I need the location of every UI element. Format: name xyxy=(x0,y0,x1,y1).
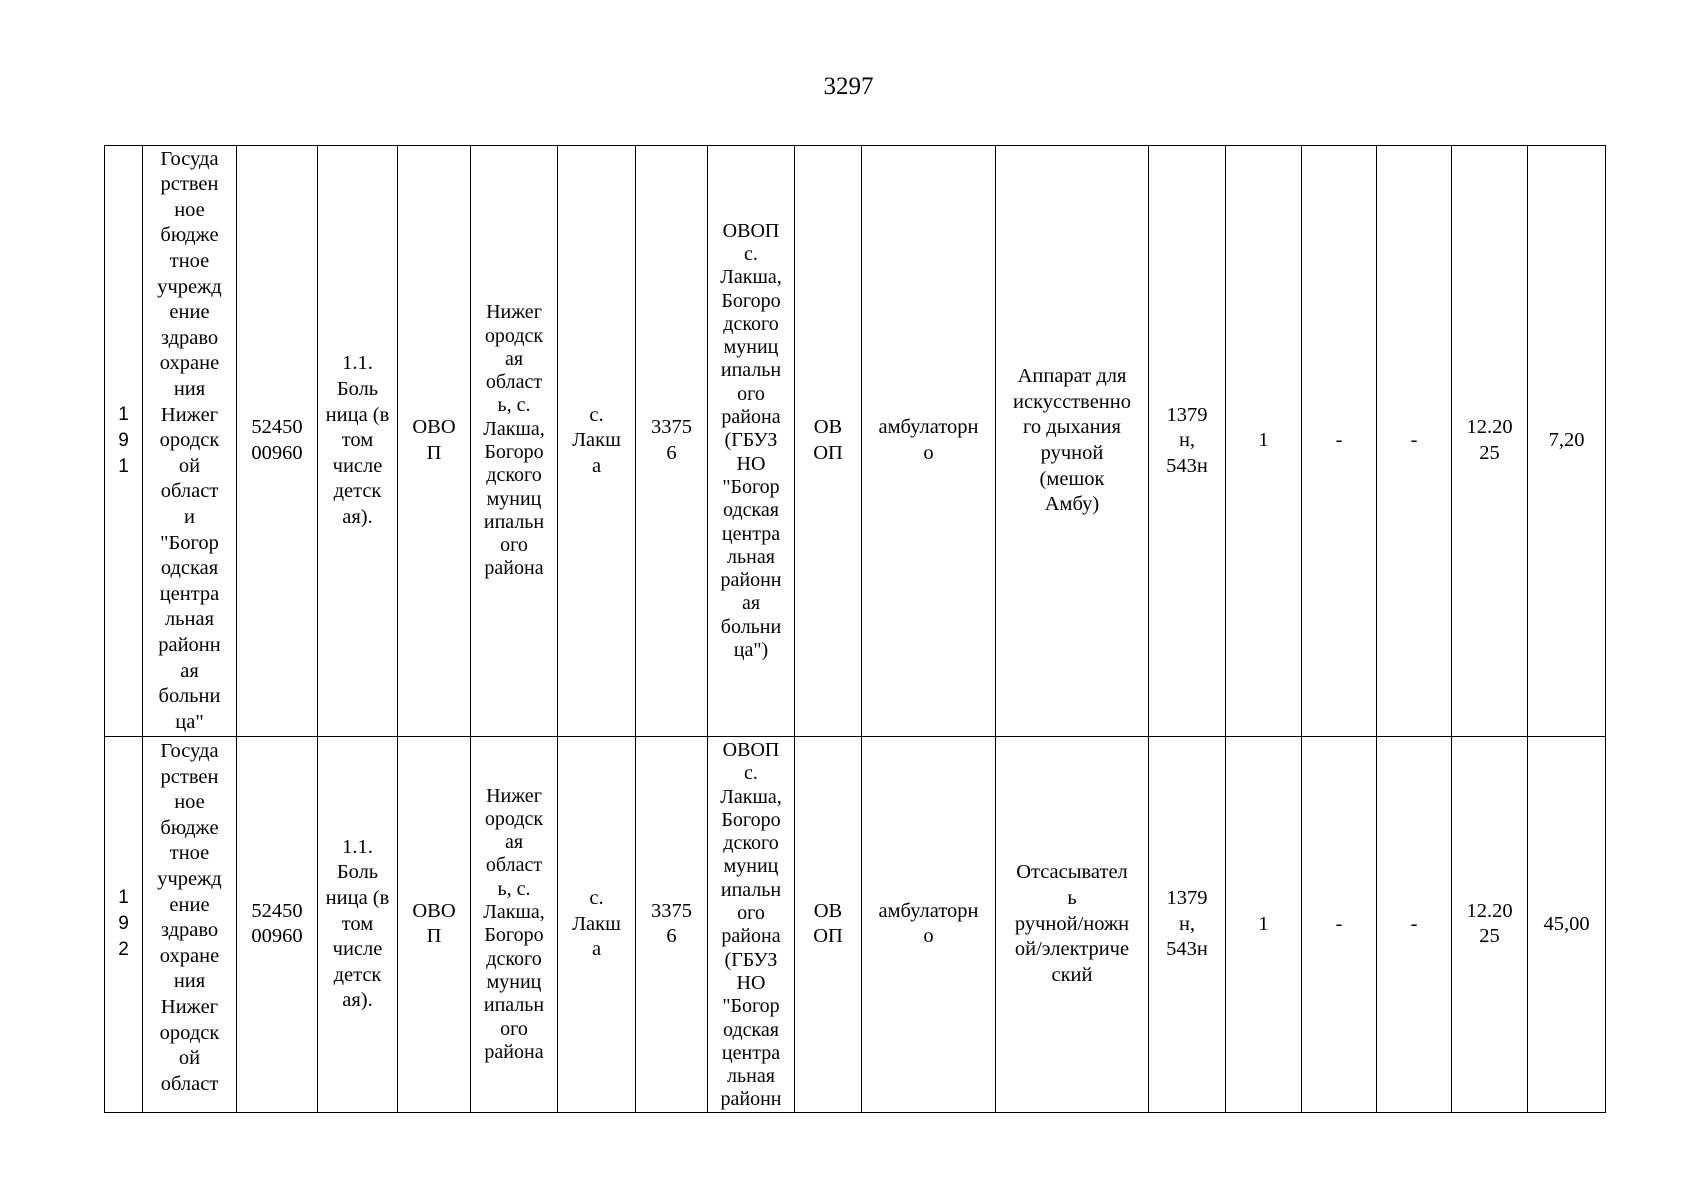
cell-line: тное xyxy=(169,842,210,865)
cell-line: ого xyxy=(500,1017,528,1040)
cell-line: ное xyxy=(174,791,205,814)
cell-line: ОП xyxy=(813,925,843,948)
cell-line: числе xyxy=(332,454,383,477)
cell-line: ь, с. xyxy=(497,394,531,417)
cell-line: Аппарат для xyxy=(1017,365,1127,388)
cell-org xyxy=(143,737,237,1113)
cell-line: бюдже xyxy=(160,224,219,247)
cell-line: "Богор xyxy=(722,995,780,1018)
cell-line: Богоро xyxy=(484,924,544,947)
cell-line: о xyxy=(923,925,934,948)
cell-line: "Богор xyxy=(160,531,219,554)
cell-quantity xyxy=(1226,737,1302,1113)
page-number: 3297 xyxy=(823,73,874,100)
cell-line: ой/электриче xyxy=(1014,938,1130,961)
cell-line: ая). xyxy=(342,505,373,528)
cell-line: ородск xyxy=(159,1021,220,1044)
cell-line: охране xyxy=(159,944,220,967)
cell-line: - xyxy=(1410,912,1418,935)
cell-line: Нижег xyxy=(160,403,219,426)
cell-equipment xyxy=(996,146,1149,737)
cell-line: Лакша, xyxy=(483,417,545,440)
cell-line: числе xyxy=(332,938,383,961)
cell-line: ородск xyxy=(159,429,220,452)
cell-line: ородск xyxy=(484,324,544,347)
cell-line: ОВО xyxy=(412,899,456,922)
cell-line: 1 xyxy=(118,456,129,477)
cell-line: том xyxy=(341,429,374,452)
cell-order xyxy=(1149,737,1226,1113)
cell-line: больни xyxy=(720,615,782,638)
cell-line: районн xyxy=(158,633,221,656)
cell-region xyxy=(471,737,558,1113)
cell-line: ородск xyxy=(484,807,544,830)
cell-line: учрежд xyxy=(157,867,222,890)
cell-line: ручной xyxy=(1040,442,1104,464)
table-body xyxy=(105,146,1606,1113)
cell-line: ение xyxy=(169,301,210,324)
cell-line: П xyxy=(426,925,442,948)
cell-line: 3375 xyxy=(651,416,692,439)
cell-line: 1 xyxy=(118,404,129,425)
cell-line: детск xyxy=(333,480,382,503)
cell-line: (мешок xyxy=(1039,467,1105,490)
cell-line: здраво xyxy=(160,326,219,349)
cell-line: ца") xyxy=(733,639,769,662)
cell-line: дского xyxy=(723,832,779,855)
cell-line: 1 xyxy=(1258,429,1269,452)
cell-department xyxy=(708,737,795,1113)
cell-line: рствен xyxy=(160,765,219,788)
cell-line: (ГБУЗ xyxy=(724,429,778,452)
cell-line: ОВО xyxy=(412,416,456,439)
cell-line: ипальн xyxy=(483,510,545,533)
cell-line: област xyxy=(485,854,543,877)
cell-line: 1 xyxy=(1258,912,1269,935)
cell-line: а xyxy=(591,454,602,477)
cell-line: ого xyxy=(737,902,765,925)
cell-line: том xyxy=(341,912,374,935)
cell-line: Богоро xyxy=(721,289,781,312)
cell-line: - xyxy=(1335,912,1343,935)
cell-line: муниц xyxy=(486,970,542,993)
cell-line: 1 xyxy=(118,887,129,909)
cell-line: ОП xyxy=(813,442,843,464)
table-row xyxy=(105,737,1606,1113)
cell-line: ь, с. xyxy=(497,877,531,900)
cell-type xyxy=(398,737,471,1113)
cell-line: 3375 xyxy=(651,899,692,922)
cell-line: района xyxy=(721,925,781,948)
cell-dash2 xyxy=(1377,146,1452,737)
cell-line: - xyxy=(1410,429,1418,452)
cell-line: Богоро xyxy=(721,808,781,831)
cell-locality xyxy=(558,737,636,1113)
cell-line: муниц xyxy=(723,336,779,359)
cell-line: амбулаторн xyxy=(878,899,979,922)
cell-line: НО xyxy=(736,452,766,475)
cell-line: Отсасывател xyxy=(1016,861,1128,884)
cell-unit xyxy=(795,146,862,737)
cell-region xyxy=(471,146,558,737)
cell-line: ой xyxy=(178,454,201,477)
cell-line: ОВ xyxy=(813,899,843,922)
cell-line: 9 xyxy=(118,430,129,451)
cell-dash1 xyxy=(1302,737,1377,1113)
cell-line: 2 xyxy=(118,939,129,961)
cell-line: ая xyxy=(741,592,761,615)
cell-line: муниц xyxy=(486,487,542,510)
cell-line: ница (в xyxy=(325,886,390,909)
cell-line: Лакш xyxy=(572,912,621,935)
cell-line: больни xyxy=(158,685,221,708)
cell-category xyxy=(318,146,398,737)
cell-line: 00960 xyxy=(251,925,303,948)
cell-dash2 xyxy=(1377,737,1452,1113)
cell-line: 1.1. xyxy=(342,835,373,858)
cell-line: НО xyxy=(736,971,766,994)
cell-line: 6 xyxy=(666,925,677,948)
cell-line: с. xyxy=(589,403,604,426)
cell-line: района xyxy=(721,406,781,429)
cell-line: област xyxy=(160,480,219,503)
cell-quantity xyxy=(1226,146,1302,737)
cell-line: Госуда xyxy=(160,740,219,762)
cell-line: ипальн xyxy=(720,878,782,901)
cell-line: Лакша, xyxy=(720,266,782,289)
cell-line: центра xyxy=(721,1041,781,1064)
cell-line: Лакш xyxy=(572,429,621,452)
cell-line: Нижег xyxy=(160,995,219,1018)
cell-line: рствен xyxy=(160,173,219,196)
cell-line: районн xyxy=(720,569,782,592)
cell-index xyxy=(636,737,708,1113)
cell-line: "Богор xyxy=(722,475,780,498)
cell-line: н, xyxy=(1178,429,1196,452)
cell-dash1 xyxy=(1302,146,1377,737)
cell-line: Нижег xyxy=(486,301,542,324)
cell-line: центра xyxy=(721,522,781,545)
cell-line: - xyxy=(1335,429,1343,452)
cell-line: с. xyxy=(744,762,758,785)
cell-line: ипальн xyxy=(720,359,782,382)
cell-line: тное xyxy=(169,250,210,273)
cell-line: амбулаторн xyxy=(878,416,979,439)
cell-line: ого xyxy=(500,534,528,557)
cell-line: дского xyxy=(486,947,542,970)
cell-line: Богоро xyxy=(484,441,544,463)
cell-line: 1379 xyxy=(1166,886,1208,909)
cell-line: и xyxy=(184,505,195,528)
cell-equipment xyxy=(996,737,1149,1113)
cell-line: 9 xyxy=(118,913,129,935)
cell-num xyxy=(105,146,143,737)
cell-line: 25 xyxy=(1479,925,1500,948)
cell-line: 52450 xyxy=(251,416,303,439)
cell-line: ский xyxy=(1051,963,1093,986)
cell-line: ой xyxy=(178,1047,201,1070)
cell-line: 1.1. xyxy=(342,352,373,375)
cell-line: муниц xyxy=(723,855,779,878)
cell-line: ая xyxy=(504,347,524,370)
cell-line: охране xyxy=(159,352,220,375)
cell-line: дского xyxy=(723,312,779,335)
cell-line: Лакша, xyxy=(720,785,782,808)
cell-line: 45,00 xyxy=(1543,912,1590,935)
cell-line: искусственно xyxy=(1013,390,1131,413)
cell-num xyxy=(105,737,143,1113)
cell-line: ОВ xyxy=(813,416,843,439)
cell-line: ая xyxy=(180,659,199,682)
cell-line: о xyxy=(923,442,934,464)
cell-line: льная xyxy=(727,1065,775,1088)
cell-line: 52450 xyxy=(251,899,303,922)
cell-line: детск xyxy=(333,963,382,986)
cell-line: ца" xyxy=(175,710,204,733)
cell-line: ение xyxy=(169,893,210,916)
table-row xyxy=(105,146,1606,737)
cell-org xyxy=(143,146,237,737)
cell-department xyxy=(708,146,795,737)
cell-line: с. xyxy=(589,886,604,909)
cell-line: бюдже xyxy=(160,816,219,839)
cell-amount xyxy=(1528,146,1606,737)
cell-line: ОВОП xyxy=(722,219,780,242)
cell-line: го дыхания xyxy=(1023,416,1121,439)
cell-line: (ГБУЗ xyxy=(724,948,778,971)
cell-date xyxy=(1452,737,1528,1113)
cell-line: ница (в xyxy=(325,403,390,426)
cell-line: ручной/ножн xyxy=(1014,912,1130,935)
cell-index xyxy=(636,146,708,737)
cell-line: Амбу) xyxy=(1044,493,1100,516)
cell-line: 543н xyxy=(1166,454,1208,477)
cell-locality xyxy=(558,146,636,737)
cell-line: 25 xyxy=(1479,442,1500,464)
cell-line: ого xyxy=(737,382,765,405)
equipment-table xyxy=(104,145,1606,1113)
cell-line: П xyxy=(426,442,442,464)
cell-line: льная xyxy=(727,545,775,568)
cell-line: ая). xyxy=(342,989,373,1012)
cell-line: района xyxy=(484,557,544,580)
cell-line: ь xyxy=(1067,886,1077,909)
cell-line: льная xyxy=(164,608,215,631)
cell-line: ая xyxy=(504,831,524,854)
cell-inn xyxy=(237,737,318,1113)
cell-line: 7,20 xyxy=(1548,429,1585,452)
cell-line: 12.20 xyxy=(1466,899,1513,922)
cell-line: дского xyxy=(486,464,542,487)
cell-line: 12.20 xyxy=(1466,416,1513,439)
cell-order xyxy=(1149,146,1226,737)
cell-line: учрежд xyxy=(157,275,222,298)
cell-line: 1379 xyxy=(1166,403,1208,426)
cell-line: област xyxy=(160,1072,219,1095)
cell-amount xyxy=(1528,737,1606,1113)
cell-category xyxy=(318,737,398,1113)
cell-line: Боль xyxy=(336,378,379,401)
cell-line: ипальн xyxy=(483,994,545,1017)
cell-line: н, xyxy=(1178,912,1196,935)
cell-conditions xyxy=(862,737,996,1113)
cell-conditions xyxy=(862,146,996,737)
cell-line: одская xyxy=(723,499,779,522)
cell-line: районн xyxy=(720,1088,782,1111)
cell-line: с. xyxy=(744,242,758,265)
cell-line: ния xyxy=(173,970,206,993)
cell-line: Госуда xyxy=(160,147,219,170)
cell-line: 00960 xyxy=(251,442,303,464)
cell-line: област xyxy=(485,371,543,394)
cell-line: ное xyxy=(174,198,205,221)
cell-line: а xyxy=(591,938,602,961)
cell-unit xyxy=(795,737,862,1113)
cell-line: ОВОП xyxy=(722,739,780,761)
cell-line: одская xyxy=(160,557,219,580)
cell-line: 543н xyxy=(1166,938,1208,961)
cell-inn xyxy=(237,146,318,737)
cell-type xyxy=(398,146,471,737)
cell-line: центра xyxy=(159,582,220,605)
cell-line: Лакша, xyxy=(483,901,545,924)
cell-date xyxy=(1452,146,1528,737)
cell-line: Боль xyxy=(336,861,379,884)
cell-line: одская xyxy=(723,1018,779,1041)
cell-line: района xyxy=(484,1040,544,1063)
cell-line: 6 xyxy=(666,442,677,464)
cell-line: Нижег xyxy=(486,784,542,807)
cell-line: здраво xyxy=(160,919,219,942)
cell-line: ния xyxy=(173,378,206,401)
